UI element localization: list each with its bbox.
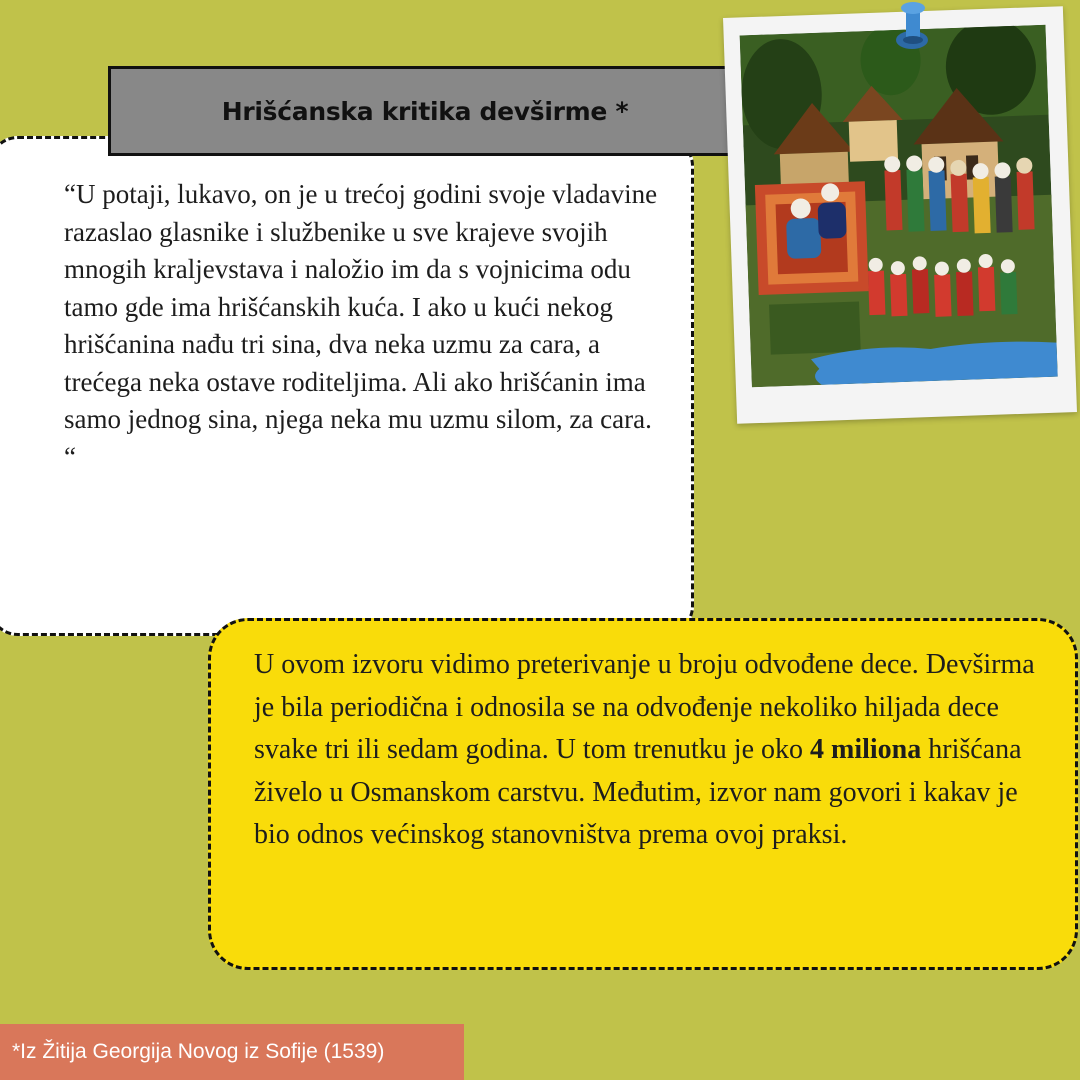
- note-text: [254, 644, 1054, 857]
- note-text-after: hrišćana živelo u Osmanskom carstvu. Međutim, izvor nam govori i kakav je bio odnos većinskog stanovništva prema ovoj praksi.: [254, 734, 1022, 850]
- quote-text: “U potaji, lukavo, on je u trećoj godini svoje vladavine razaslao glasnike i službenike u sve krajeve svojih mnogih kraljevstava i naložio im da s vojnicima odu tamo gde ima hrišćanskih kuća. I ako u kući nekog hrišćanina nađu tri sina, dva neka uzmu za cara, a trećega neka ostave roditeljima. Ali ako hrišćanin ima samo jednog sina, njega neka mu uzmu silom, za cara. “: [64, 179, 658, 472]
- footnote-bar: [0, 1024, 464, 1080]
- polaroid-photo: [723, 6, 1077, 424]
- pushpin-icon: [880, 0, 940, 64]
- ottoman-miniature-painting: [740, 25, 1058, 387]
- note-text-before: U ovom izvoru vidimo preterivanje u broju odvođene dece. Devširma je bila periodična i odnosila se na odvođenje nekoliko hiljada dece svake tri ili sedam godina. U tom trenutku je oko: [254, 649, 1035, 765]
- note-highlight: 4 miliona: [810, 734, 922, 765]
- title-bar: [108, 66, 742, 156]
- footnote-text: *Iz Žitija Georgija Novog iz Sofije (1539): [12, 1040, 385, 1063]
- page-title: Hrišćanska kritika devširme *: [221, 96, 629, 126]
